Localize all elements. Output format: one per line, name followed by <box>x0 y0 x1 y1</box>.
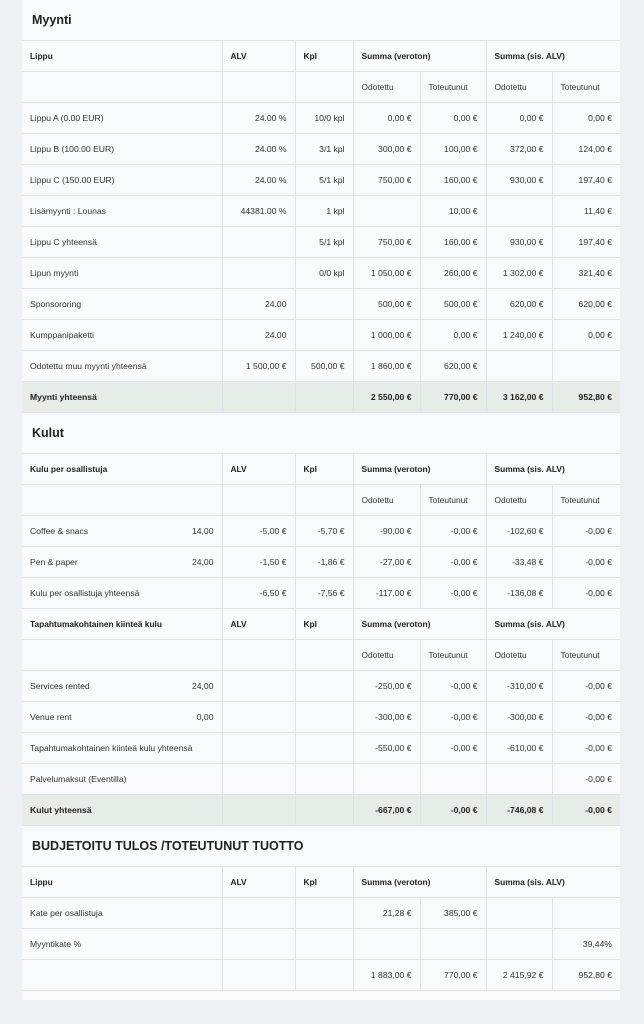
empty-cell <box>22 485 222 516</box>
table-cell: -0,00 € <box>420 795 486 826</box>
table-cell <box>222 898 295 929</box>
total-row <box>22 382 620 413</box>
table-cell: Lippu B (100.00 EUR) <box>22 134 222 165</box>
table-cell: -136,08 € <box>486 578 552 609</box>
table-cell: -0,00 € <box>420 547 486 578</box>
table-cell: Lippu C (150.00 EUR) <box>22 165 222 196</box>
table-cell: Lisämyynti : Lounas <box>22 196 222 227</box>
table-cell: 21,28 € <box>353 898 420 929</box>
table-cell: 44381.00 % <box>222 196 295 227</box>
column-header: ALV <box>222 454 295 485</box>
empty-cell <box>222 640 295 671</box>
table-cell: 24.00 <box>222 320 295 351</box>
table-cell <box>295 960 353 991</box>
column-subheader: Toteutunut <box>552 485 620 516</box>
column-subheader: Toteutunut <box>552 72 620 103</box>
table-row <box>22 134 620 165</box>
table-cell <box>222 960 295 991</box>
table-cell: 2 415,92 € <box>486 960 552 991</box>
table-cell: -0,00 € <box>552 733 620 764</box>
table-cell <box>222 702 295 733</box>
column-subheader: Odotettu <box>353 485 420 516</box>
table-cell: Myyntikate % <box>22 929 222 960</box>
table-row <box>22 227 620 258</box>
table-cell <box>486 898 552 929</box>
item-name: Coffee & snacs <box>30 526 89 536</box>
table-cell: 1 883,00 € <box>353 960 420 991</box>
column-header: Kulu per osallistuja <box>22 454 222 485</box>
table-cell: -1,86 € <box>295 547 353 578</box>
column-header: Summa (sis. ALV) <box>486 867 620 898</box>
table-cell: 197,40 € <box>552 227 620 258</box>
table-cell <box>353 196 420 227</box>
table-cell: 620,00 € <box>486 289 552 320</box>
table-cell: 39,44% <box>552 929 620 960</box>
table-cell: -5,70 € <box>295 516 353 547</box>
table-cell: 0/0 kpl <box>295 258 353 289</box>
table-cell: -7,56 € <box>295 578 353 609</box>
column-header: Summa (sis. ALV) <box>486 454 620 485</box>
table-cell: 124,00 € <box>552 134 620 165</box>
table-cell: Lippu A (0.00 EUR) <box>22 103 222 134</box>
item-vat: 0,00 <box>196 712 214 722</box>
table-cell: 930,00 € <box>486 227 552 258</box>
table-cell: 2 550,00 € <box>353 382 420 413</box>
table-cell: -0,00 € <box>420 702 486 733</box>
kulut-title: Kulut <box>22 413 620 454</box>
table-header-row <box>22 41 620 72</box>
item-vat: 14,00 <box>191 526 214 536</box>
item-cell <box>22 733 222 764</box>
table-cell: 952,80 € <box>552 960 620 991</box>
table-cell <box>420 764 486 795</box>
table-cell: Kulut yhteensä <box>22 795 222 826</box>
table-cell <box>295 671 353 702</box>
table-cell <box>222 764 295 795</box>
table-header-row <box>22 867 620 898</box>
table-cell: 750,00 € <box>353 227 420 258</box>
item-name: Palvelumaksut (Eventilla) <box>30 774 127 784</box>
table-cell <box>486 929 552 960</box>
table-cell: 0,00 € <box>353 103 420 134</box>
table-cell <box>420 929 486 960</box>
table-cell: 3/1 kpl <box>295 134 353 165</box>
column-header: Kpl <box>295 454 353 485</box>
table-cell: 1 kpl <box>295 196 353 227</box>
table-cell: -667,00 € <box>353 795 420 826</box>
table-cell <box>486 764 552 795</box>
empty-cell <box>295 72 353 103</box>
table-cell: 5/1 kpl <box>295 165 353 196</box>
table-cell: -746,08 € <box>486 795 552 826</box>
table-cell: -310,00 € <box>486 671 552 702</box>
table-cell: -0,00 € <box>420 516 486 547</box>
column-header: Lippu <box>22 867 222 898</box>
table-cell <box>295 382 353 413</box>
item-vat: 24,00 <box>191 557 214 567</box>
table-cell: 160,00 € <box>420 165 486 196</box>
table-cell: 372,00 € <box>486 134 552 165</box>
table-cell <box>222 929 295 960</box>
table-cell: -102,60 € <box>486 516 552 547</box>
table-cell: Sponsororing <box>22 289 222 320</box>
table-row <box>22 702 620 733</box>
item-name: Tapahtumakohtainen kiinteä kulu yhteensä <box>30 743 193 753</box>
table-cell: 0,00 € <box>420 103 486 134</box>
empty-cell <box>222 485 295 516</box>
table-cell: -300,00 € <box>353 702 420 733</box>
table-cell: 24.00 % <box>222 134 295 165</box>
table-cell: Lipun myynti <box>22 258 222 289</box>
table-cell <box>353 764 420 795</box>
table-cell: 770,00 € <box>420 960 486 991</box>
table-cell <box>295 320 353 351</box>
table-cell <box>295 898 353 929</box>
table-cell: 10/0 kpl <box>295 103 353 134</box>
table-row <box>22 165 620 196</box>
table-cell: -250,00 € <box>353 671 420 702</box>
table-cell: 260,00 € <box>420 258 486 289</box>
table-cell <box>295 702 353 733</box>
table-cell: 750,00 € <box>353 165 420 196</box>
table-cell: 0,00 € <box>420 320 486 351</box>
table-cell: 100,00 € <box>420 134 486 165</box>
table-cell: 952,80 € <box>552 382 620 413</box>
item-cell <box>22 547 222 578</box>
table-cell: 770,00 € <box>420 382 486 413</box>
table-row <box>22 196 620 227</box>
table-cell: 620,00 € <box>420 351 486 382</box>
table-cell: -0,00 € <box>420 671 486 702</box>
table-cell: 0,00 € <box>486 103 552 134</box>
item-name: Services rented <box>30 681 90 691</box>
table-cell: 1 302,00 € <box>486 258 552 289</box>
table-cell: 385,00 € <box>420 898 486 929</box>
table-row <box>22 960 620 991</box>
table-cell: 620,00 € <box>552 289 620 320</box>
table-cell <box>222 258 295 289</box>
column-subheader: Odotettu <box>486 485 552 516</box>
item-cell <box>22 516 222 547</box>
table-cell: 500,00 € <box>295 351 353 382</box>
table-cell: -0,00 € <box>552 764 620 795</box>
table-cell <box>222 227 295 258</box>
table-row <box>22 733 620 764</box>
column-header: Summa (veroton) <box>353 867 486 898</box>
column-header: Summa (veroton) <box>353 41 486 72</box>
table-subheader-row <box>22 485 620 516</box>
table-row <box>22 929 620 960</box>
table-cell: 1 860,00 € <box>353 351 420 382</box>
column-header: ALV <box>222 41 295 72</box>
item-name: Pen & paper <box>30 557 78 567</box>
table-cell: Myynti yhteensä <box>22 382 222 413</box>
table-row <box>22 578 620 609</box>
tulos-table <box>22 867 620 991</box>
table-cell: 1 240,00 € <box>486 320 552 351</box>
column-subheader: Odotettu <box>353 72 420 103</box>
table-row <box>22 289 620 320</box>
table-cell <box>552 351 620 382</box>
column-subheader: Odotettu <box>486 72 552 103</box>
column-header: Summa (veroton) <box>353 609 486 640</box>
table-cell: -0,00 € <box>552 671 620 702</box>
table-cell: 11,40 € <box>552 196 620 227</box>
table-header-row <box>22 454 620 485</box>
table-row <box>22 103 620 134</box>
column-header: ALV <box>222 867 295 898</box>
table-cell: -27,00 € <box>353 547 420 578</box>
table-row <box>22 764 620 795</box>
table-cell: Odotettu muu myynti yhteensä <box>22 351 222 382</box>
kulut-table <box>22 454 620 826</box>
column-header: Kpl <box>295 609 353 640</box>
column-subheader: Odotettu <box>353 640 420 671</box>
table-cell: 160,00 € <box>420 227 486 258</box>
table-cell: -300,00 € <box>486 702 552 733</box>
item-cell <box>22 702 222 733</box>
column-subheader: Odotettu <box>486 640 552 671</box>
column-header: ALV <box>222 609 295 640</box>
table-row <box>22 516 620 547</box>
table-cell: -0,00 € <box>552 547 620 578</box>
budget-report <box>22 0 620 1000</box>
column-header: Summa (veroton) <box>353 454 486 485</box>
table-cell: -90,00 € <box>353 516 420 547</box>
table-cell: -1,50 € <box>222 547 295 578</box>
item-vat: 24,00 <box>191 681 214 691</box>
table-cell <box>295 733 353 764</box>
table-cell: 197,40 € <box>552 165 620 196</box>
column-header: Kpl <box>295 867 353 898</box>
table-header-row <box>22 609 620 640</box>
table-cell <box>353 929 420 960</box>
table-cell: Kate per osallistuja <box>22 898 222 929</box>
table-cell <box>222 382 295 413</box>
empty-cell <box>22 640 222 671</box>
item-cell <box>22 578 222 609</box>
total-row <box>22 795 620 826</box>
table-cell <box>222 671 295 702</box>
table-cell: 500,00 € <box>353 289 420 320</box>
table-cell: 3 162,00 € <box>486 382 552 413</box>
table-subheader-row <box>22 640 620 671</box>
table-cell: 1 000,00 € <box>353 320 420 351</box>
column-subheader: Toteutunut <box>420 72 486 103</box>
table-cell: 24.00 % <box>222 165 295 196</box>
empty-cell <box>22 72 222 103</box>
table-cell: 1 500,00 € <box>222 351 295 382</box>
item-name: Venue rent <box>30 712 72 722</box>
table-row <box>22 898 620 929</box>
item-name: Kulu per osallistuja yhteensä <box>30 588 140 598</box>
table-cell <box>486 196 552 227</box>
table-cell: 24.00 % <box>222 103 295 134</box>
table-cell <box>222 795 295 826</box>
table-cell: -5,00 € <box>222 516 295 547</box>
table-cell <box>222 733 295 764</box>
table-cell: -0,00 € <box>420 578 486 609</box>
column-header: Summa (sis. ALV) <box>486 41 620 72</box>
table-cell: 10,00 € <box>420 196 486 227</box>
column-header: Kpl <box>295 41 353 72</box>
table-cell: Kumppanipaketti <box>22 320 222 351</box>
table-cell <box>295 764 353 795</box>
table-cell: 1 050,00 € <box>353 258 420 289</box>
table-cell: 5/1 kpl <box>295 227 353 258</box>
table-cell <box>552 898 620 929</box>
table-row <box>22 320 620 351</box>
table-cell: 0,00 € <box>552 103 620 134</box>
myynti-table <box>22 41 620 413</box>
empty-cell <box>222 72 295 103</box>
table-cell: 321,40 € <box>552 258 620 289</box>
table-cell: -6,50 € <box>222 578 295 609</box>
table-cell: 300,00 € <box>353 134 420 165</box>
table-cell: 930,00 € <box>486 165 552 196</box>
column-header: Tapahtumakohtainen kiinteä kulu <box>22 609 222 640</box>
item-cell <box>22 764 222 795</box>
table-subheader-row <box>22 72 620 103</box>
table-cell: 500,00 € <box>420 289 486 320</box>
table-cell: -0,00 € <box>552 516 620 547</box>
table-cell <box>22 960 222 991</box>
item-cell <box>22 671 222 702</box>
table-cell <box>295 289 353 320</box>
table-cell <box>295 929 353 960</box>
table-cell: -550,00 € <box>353 733 420 764</box>
column-header: Lippu <box>22 41 222 72</box>
tulos-title: BUDJETOITU TULOS /TOTEUTUNUT TUOTTO <box>22 826 620 867</box>
table-cell: 0,00 € <box>552 320 620 351</box>
myynti-title: Myynti <box>22 0 620 41</box>
table-cell: Lippu C yhteensä <box>22 227 222 258</box>
column-subheader: Toteutunut <box>420 640 486 671</box>
table-cell: -0,00 € <box>552 578 620 609</box>
table-row <box>22 351 620 382</box>
table-cell: 24.00 <box>222 289 295 320</box>
table-cell <box>295 795 353 826</box>
empty-cell <box>295 485 353 516</box>
table-cell: -610,00 € <box>486 733 552 764</box>
column-subheader: Toteutunut <box>420 485 486 516</box>
table-row <box>22 671 620 702</box>
table-cell <box>486 351 552 382</box>
table-row <box>22 547 620 578</box>
empty-cell <box>295 640 353 671</box>
table-cell: -0,00 € <box>552 795 620 826</box>
table-cell: -0,00 € <box>552 702 620 733</box>
table-cell: -117,00 € <box>353 578 420 609</box>
table-cell: -33,48 € <box>486 547 552 578</box>
table-cell: -0,00 € <box>420 733 486 764</box>
column-header: Summa (sis. ALV) <box>486 609 620 640</box>
table-row <box>22 258 620 289</box>
column-subheader: Toteutunut <box>552 640 620 671</box>
